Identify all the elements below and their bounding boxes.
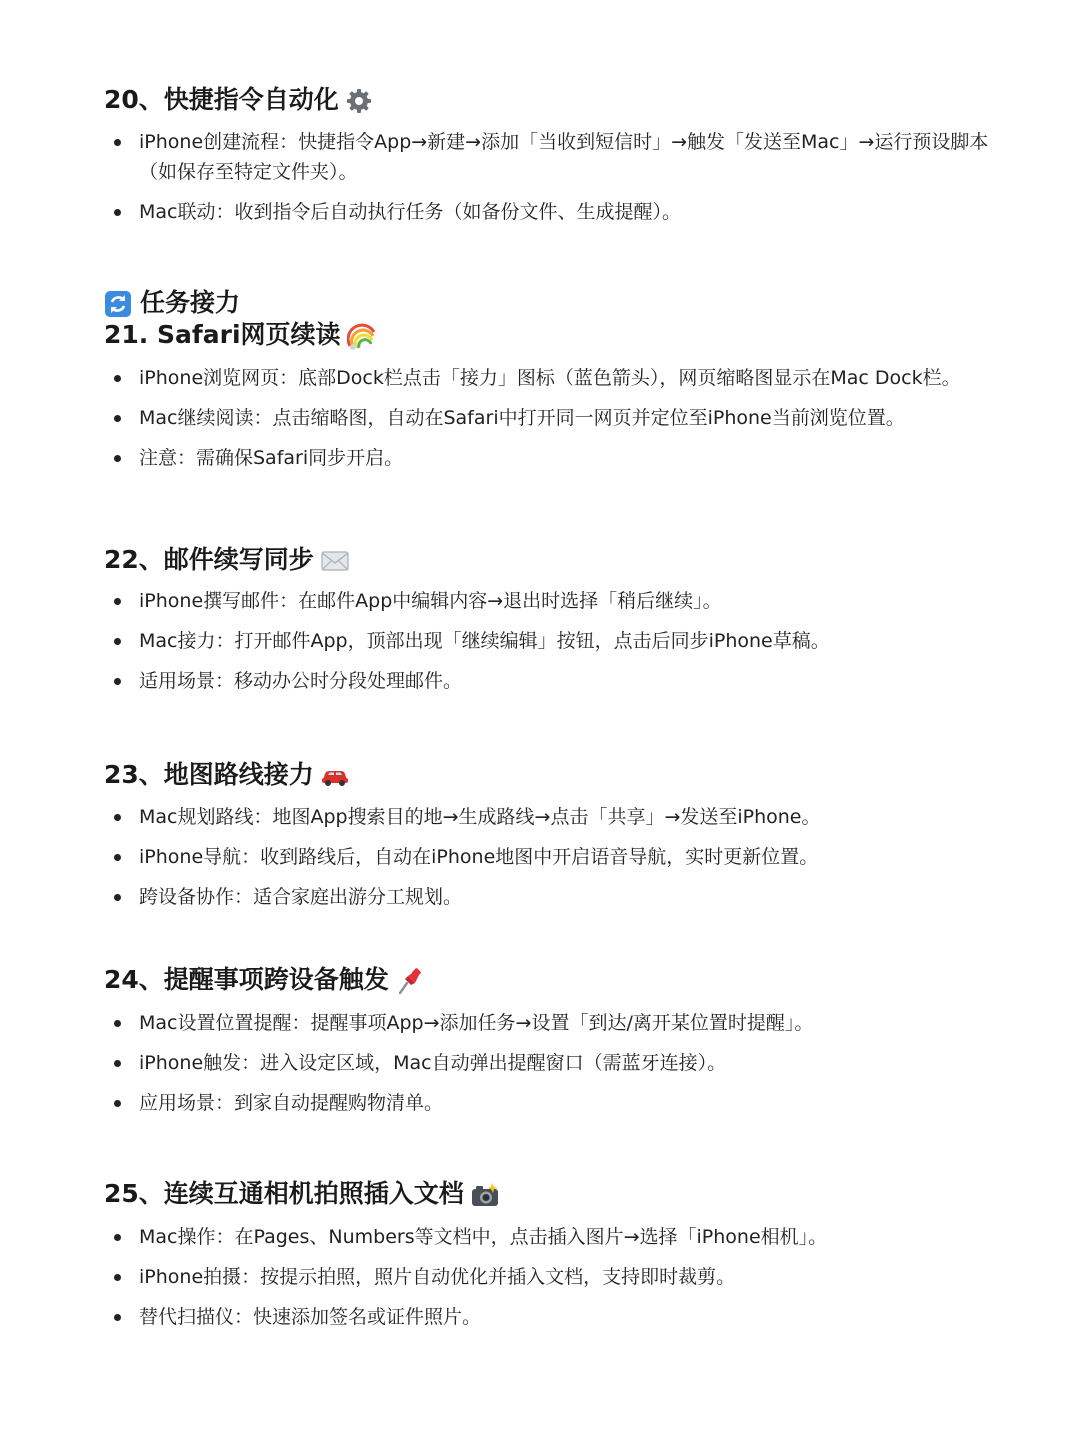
section-title: 20、快捷指令自动化 [104, 85, 339, 114]
section-21-heading [104, 318, 375, 352]
sync-arrows-icon [104, 290, 132, 318]
list-item: iPhone撰写邮件：在邮件App中编辑内容→退出时选择「稍后继续」。 [0, 586, 1080, 616]
section-title: 24、提醒事项跨设备触发 [104, 965, 389, 994]
group-title: 任务接力 [140, 288, 241, 317]
section-title: 25、连续互通相机拍照插入文档 [104, 1179, 464, 1208]
rainbow-icon [347, 322, 375, 350]
envelope-icon [320, 549, 350, 573]
list-item: 替代扫描仪：快速添加签名或证件照片。 [0, 1302, 1080, 1332]
list-item: Mac设置位置提醒：提醒事项App→添加任务→设置「到达/离开某位置时提醒」。 [0, 1008, 1080, 1038]
gear-icon [345, 87, 373, 115]
list-item: Mac继续阅读：点击缩略图，自动在Safari中打开同一网页并定位至iPhone当前浏览位置。 [0, 403, 1080, 433]
section-22-heading [104, 543, 350, 577]
list-item: 适用场景：移动办公时分段处理邮件。 [0, 666, 1080, 696]
car-icon [320, 764, 350, 788]
section-title: 22、邮件续写同步 [104, 545, 314, 574]
camera-flash-icon [470, 1182, 500, 1208]
list-item: Mac操作：在Pages、Numbers等文档中，点击插入图片→选择「iPhone相机」。 [0, 1222, 1080, 1252]
section-title: 23、地图路线接力 [104, 760, 314, 789]
pushpin-icon [395, 967, 423, 995]
section-25-heading [104, 1177, 500, 1211]
section-20-heading [104, 83, 373, 117]
list-item: iPhone导航：收到路线后，自动在iPhone地图中开启语音导航，实时更新位置。 [0, 842, 1080, 872]
list-item: iPhone拍摄：按提示拍照，照片自动优化并插入文档，支持即时裁剪。 [0, 1262, 1080, 1292]
list-item: Mac规划路线：地图App搜索目的地→生成路线→点击「共享」→发送至iPhone。 [0, 802, 1080, 832]
section-title: 21. Safari网页续读 [104, 320, 341, 349]
list-item: 应用场景：到家自动提醒购物清单。 [0, 1088, 1080, 1118]
section-20-list [0, 127, 1080, 227]
section-21-list [0, 363, 1080, 473]
section-24-list [0, 1008, 1080, 1118]
list-item: iPhone浏览网页：底部Dock栏点击「接力」图标（蓝色箭头），网页缩略图显示在Mac Dock栏。 [0, 363, 1080, 393]
section-24-heading [104, 963, 423, 997]
section-25-list [0, 1222, 1080, 1332]
section-23-heading [104, 758, 350, 792]
section-23-list [0, 802, 1080, 912]
list-item: iPhone触发：进入设定区域，Mac自动弹出提醒窗口（需蓝牙连接）。 [0, 1048, 1080, 1078]
list-item: Mac接力：打开邮件App，顶部出现「继续编辑」按钮，点击后同步iPhone草稿。 [0, 626, 1080, 656]
list-item: 注意：需确保Safari同步开启。 [0, 443, 1080, 473]
list-item: 跨设备协作：适合家庭出游分工规划。 [0, 882, 1080, 912]
list-item: Mac联动：收到指令后自动执行任务（如备份文件、生成提醒）。 [0, 197, 1080, 227]
list-item: iPhone创建流程：快捷指令App→新建→添加「当收到短信时」→触发「发送至Mac」→运行预设脚本（如保存至特定文件夹）。 [0, 127, 1080, 187]
section-22-list [0, 586, 1080, 696]
group-heading [104, 286, 240, 320]
